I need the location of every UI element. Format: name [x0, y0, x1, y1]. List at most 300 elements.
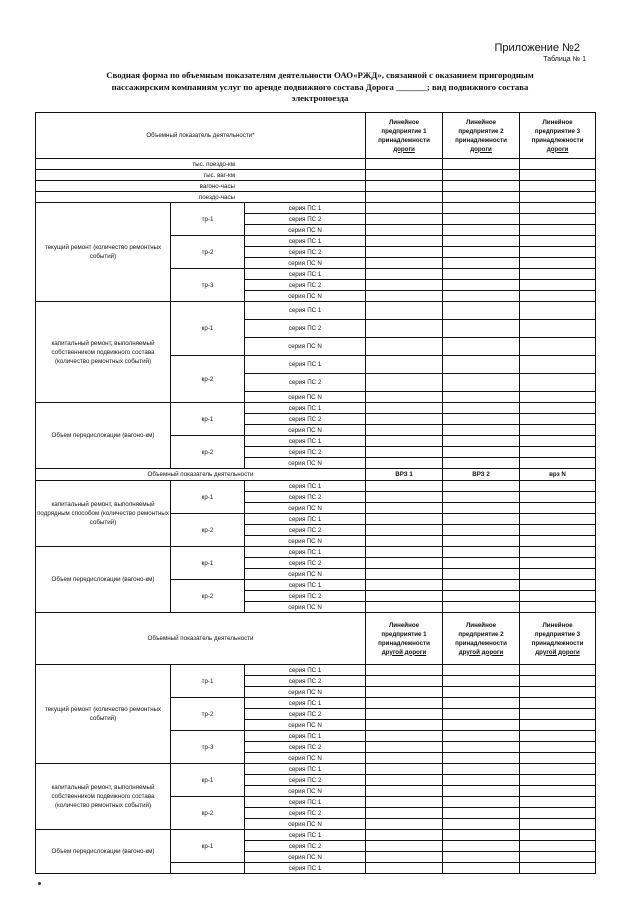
value-cell[interactable] — [520, 392, 596, 403]
value-cell[interactable] — [520, 214, 596, 225]
value-cell[interactable] — [366, 797, 443, 808]
value-cell[interactable] — [443, 481, 520, 492]
series-label: серия ПС N — [245, 338, 366, 356]
column-header-line: принадлежности — [378, 639, 430, 647]
value-cell[interactable] — [366, 236, 443, 247]
value-cell[interactable] — [520, 447, 596, 458]
value-cell[interactable] — [520, 676, 596, 687]
series-label: серия ПС 2 — [245, 525, 366, 536]
value-cell[interactable] — [443, 280, 520, 291]
table-row — [36, 481, 596, 492]
value-cell[interactable] — [520, 181, 596, 192]
value-cell[interactable] — [366, 676, 443, 687]
value-cell[interactable] — [443, 269, 520, 280]
value-cell[interactable] — [520, 170, 596, 181]
value-cell[interactable] — [366, 414, 443, 425]
series-label: серия ПС 2 — [245, 320, 366, 338]
value-cell[interactable] — [520, 569, 596, 580]
series-label: серия ПС 2 — [245, 214, 366, 225]
series-label: серия ПС 1 — [245, 580, 366, 591]
repair-type-label: кр-1 — [171, 302, 245, 356]
value-cell[interactable] — [443, 503, 520, 514]
value-cell[interactable] — [443, 492, 520, 503]
series-label: серия ПС 2 — [245, 374, 366, 392]
value-cell[interactable] — [443, 192, 520, 203]
value-cell[interactable] — [520, 403, 596, 414]
value-cell[interactable] — [366, 356, 443, 374]
title-line-2: пассажирским компаниям услуг по аренде подвижного состава Дорога _______; вид подвижного состава — [111, 81, 529, 92]
value-cell[interactable] — [366, 338, 443, 356]
indicator-group-label: капитальный ремонт, выполняемый собственником подвижного состава (количество ремонтных событий) — [36, 302, 171, 403]
series-label: серия ПС N — [245, 753, 366, 764]
column-header-line: предприятие 3 — [534, 127, 581, 135]
value-cell[interactable] — [366, 503, 443, 514]
column-header-vrz-1: ВРЗ 1 — [366, 469, 443, 481]
series-label: серия ПС 2 — [245, 414, 366, 425]
series-label: серия ПС N — [245, 569, 366, 580]
unit-label: вагоно-часы — [36, 181, 366, 192]
value-cell[interactable] — [366, 852, 443, 863]
value-cell[interactable] — [443, 830, 520, 841]
value-cell[interactable] — [520, 302, 596, 320]
repair-type-label: кр-1 — [171, 830, 245, 863]
value-cell[interactable] — [520, 436, 596, 447]
value-cell[interactable] — [366, 514, 443, 525]
repair-type-label: тр-2 — [171, 698, 245, 731]
column-header-owner: другой дороги — [458, 648, 504, 656]
repair-type-label: тр-3 — [171, 731, 245, 764]
value-cell[interactable] — [443, 436, 520, 447]
value-cell[interactable] — [520, 665, 596, 676]
series-label: серия ПС N — [245, 503, 366, 514]
repair-type-label: тр-1 — [171, 203, 245, 236]
summary-table — [35, 112, 596, 874]
value-cell[interactable] — [366, 709, 443, 720]
value-cell[interactable] — [443, 558, 520, 569]
table-row — [36, 547, 596, 558]
series-label: серия ПС N — [245, 852, 366, 863]
value-cell[interactable] — [520, 247, 596, 258]
document-title — [40, 70, 600, 105]
repair-type-label: кр-2 — [171, 580, 245, 613]
value-cell[interactable] — [520, 236, 596, 247]
series-label: серия ПС N — [245, 536, 366, 547]
value-cell[interactable] — [443, 170, 520, 181]
repair-type-label: кр-2 — [171, 514, 245, 547]
series-label: серия ПС N — [245, 819, 366, 830]
series-label: серия ПС 2 — [245, 558, 366, 569]
value-cell[interactable] — [366, 247, 443, 258]
value-cell[interactable] — [366, 547, 443, 558]
value-cell[interactable] — [443, 214, 520, 225]
value-cell[interactable] — [443, 458, 520, 469]
column-header-line: Линейное — [542, 621, 573, 629]
value-cell[interactable] — [443, 698, 520, 709]
repair-type-label: кр-1 — [171, 403, 245, 436]
column-header-line: предприятие 1 — [381, 127, 427, 135]
column-header-owner: дороги — [393, 145, 415, 153]
series-label: серия ПС 1 — [245, 698, 366, 709]
value-cell[interactable] — [366, 302, 443, 320]
series-label: серия ПС 2 — [245, 808, 366, 819]
value-cell[interactable] — [520, 841, 596, 852]
value-cell[interactable] — [443, 602, 520, 613]
value-cell[interactable] — [443, 447, 520, 458]
value-cell[interactable] — [520, 819, 596, 830]
value-cell[interactable] — [366, 808, 443, 819]
value-cell[interactable] — [366, 863, 443, 874]
value-cell[interactable] — [520, 291, 596, 302]
value-cell[interactable] — [366, 181, 443, 192]
series-label: серия ПС 1 — [245, 269, 366, 280]
value-cell[interactable] — [443, 236, 520, 247]
series-label: серия ПС 1 — [245, 665, 366, 676]
column-header-owner: дороги — [546, 145, 569, 153]
column-header-line: Линейное — [465, 118, 497, 126]
value-cell[interactable] — [366, 558, 443, 569]
series-label: серия ПС 1 — [245, 764, 366, 775]
repair-type-label: тр-2 — [171, 236, 245, 269]
value-cell[interactable] — [366, 403, 443, 414]
value-cell[interactable] — [520, 492, 596, 503]
table-row — [36, 113, 596, 159]
value-cell[interactable] — [443, 591, 520, 602]
value-cell[interactable] — [520, 320, 596, 338]
value-cell[interactable] — [443, 414, 520, 425]
series-label: серия ПС N — [245, 458, 366, 469]
value-cell[interactable] — [520, 338, 596, 356]
value-cell[interactable] — [520, 580, 596, 591]
series-label: серия ПС 1 — [245, 830, 366, 841]
value-cell[interactable] — [443, 580, 520, 591]
value-cell[interactable] — [366, 425, 443, 436]
table-row — [36, 764, 596, 775]
column-header-vrz-2: ВРЗ 2 — [443, 469, 520, 481]
title-line-3: электропоезда — [291, 93, 349, 103]
value-cell[interactable] — [366, 203, 443, 214]
indicator-header: Объемный показатель деятельности* — [36, 113, 366, 159]
value-cell[interactable] — [520, 863, 596, 874]
column-header-line: принадлежности — [455, 136, 507, 144]
value-cell[interactable] — [443, 676, 520, 687]
column-header-line: Линейное — [465, 621, 497, 629]
table-row — [36, 469, 596, 481]
value-cell[interactable] — [520, 742, 596, 753]
value-cell[interactable] — [520, 269, 596, 280]
unit-label: тыс. поездо-км — [36, 159, 366, 170]
series-label: серия ПС 1 — [245, 236, 366, 247]
series-label: серия ПС N — [245, 687, 366, 698]
series-label: серия ПС 1 — [245, 514, 366, 525]
series-label: серия ПС 1 — [245, 863, 366, 874]
series-label: серия ПС 2 — [245, 447, 366, 458]
table-row — [36, 192, 596, 203]
value-cell[interactable] — [366, 458, 443, 469]
value-cell[interactable] — [443, 356, 520, 374]
value-cell[interactable] — [366, 602, 443, 613]
value-cell[interactable] — [520, 192, 596, 203]
series-label: серия ПС 2 — [245, 676, 366, 687]
column-header-1 — [366, 113, 443, 159]
value-cell[interactable] — [443, 536, 520, 547]
value-cell[interactable] — [520, 258, 596, 269]
value-cell[interactable] — [443, 374, 520, 392]
column-header-line: предприятие 2 — [458, 127, 504, 135]
value-cell[interactable] — [520, 720, 596, 731]
value-cell[interactable] — [443, 731, 520, 742]
value-cell[interactable] — [520, 602, 596, 613]
series-label: серия ПС N — [245, 291, 366, 302]
value-cell[interactable] — [443, 863, 520, 874]
value-cell[interactable] — [366, 320, 443, 338]
series-label: серия ПС 1 — [245, 481, 366, 492]
value-cell[interactable] — [366, 819, 443, 830]
value-cell[interactable] — [520, 356, 596, 374]
value-cell[interactable] — [366, 192, 443, 203]
value-cell[interactable] — [366, 481, 443, 492]
value-cell[interactable] — [366, 225, 443, 236]
series-label: серия ПС 1 — [245, 356, 366, 374]
series-label: серия ПС 1 — [245, 203, 366, 214]
column-header-2 — [443, 613, 520, 665]
value-cell[interactable] — [520, 414, 596, 425]
value-cell[interactable] — [520, 558, 596, 569]
column-header-line: принадлежности — [531, 639, 584, 647]
value-cell[interactable] — [443, 338, 520, 356]
value-cell[interactable] — [520, 458, 596, 469]
value-cell[interactable] — [366, 665, 443, 676]
series-label: серия ПС N — [245, 786, 366, 797]
repair-type-label — [171, 863, 245, 874]
value-cell[interactable] — [366, 258, 443, 269]
series-label: серия ПС 2 — [245, 591, 366, 602]
appendix-label: Приложение №2 — [494, 42, 580, 54]
value-cell[interactable] — [443, 808, 520, 819]
table-row — [36, 181, 596, 192]
value-cell[interactable] — [443, 775, 520, 786]
value-cell[interactable] — [520, 536, 596, 547]
value-cell[interactable] — [443, 320, 520, 338]
value-cell[interactable] — [443, 181, 520, 192]
value-cell[interactable] — [520, 731, 596, 742]
value-cell[interactable] — [520, 775, 596, 786]
unit-label: тыс. ваг-км — [36, 170, 366, 181]
column-header-3 — [520, 613, 596, 665]
value-cell[interactable] — [366, 291, 443, 302]
value-cell[interactable] — [366, 447, 443, 458]
value-cell[interactable] — [520, 786, 596, 797]
indicator-group-label: текущий ремонт (количество ремонтных событий) — [36, 203, 171, 302]
column-header-line: Линейное — [388, 118, 420, 126]
value-cell[interactable] — [366, 536, 443, 547]
table-row — [36, 203, 596, 214]
value-cell[interactable] — [366, 841, 443, 852]
column-header-line: Линейное — [388, 621, 420, 629]
value-cell[interactable] — [443, 525, 520, 536]
repair-type-label: кр-1 — [171, 547, 245, 580]
value-cell[interactable] — [520, 159, 596, 170]
indicator-header: Объемный показатель деятельности — [36, 469, 366, 481]
value-cell[interactable] — [443, 403, 520, 414]
value-cell[interactable] — [520, 525, 596, 536]
value-cell[interactable] — [366, 525, 443, 536]
value-cell[interactable] — [366, 436, 443, 447]
value-cell[interactable] — [443, 225, 520, 236]
value-cell[interactable] — [443, 203, 520, 214]
table-row — [36, 159, 596, 170]
series-label: серия ПС 2 — [245, 775, 366, 786]
value-cell[interactable] — [443, 819, 520, 830]
value-cell[interactable] — [443, 720, 520, 731]
indicator-group-label: текущий ремонт (количество ремонтных событий) — [36, 665, 171, 764]
series-label: серия ПС 2 — [245, 492, 366, 503]
page-mark — [38, 882, 41, 885]
value-cell[interactable] — [520, 225, 596, 236]
column-header-line: принадлежности — [455, 639, 507, 647]
value-cell[interactable] — [366, 720, 443, 731]
value-cell[interactable] — [520, 374, 596, 392]
value-cell[interactable] — [443, 841, 520, 852]
series-label: серия ПС N — [245, 720, 366, 731]
value-cell[interactable] — [366, 159, 443, 170]
value-cell[interactable] — [443, 709, 520, 720]
series-label: серия ПС 1 — [245, 731, 366, 742]
series-label: серия ПС 2 — [245, 280, 366, 291]
unit-label: поездо-часы — [36, 192, 366, 203]
series-label: серия ПС 1 — [245, 436, 366, 447]
value-cell[interactable] — [520, 591, 596, 602]
value-cell[interactable] — [366, 687, 443, 698]
table-row — [36, 665, 596, 676]
value-cell[interactable] — [366, 775, 443, 786]
indicator-group-label: Объем передислокации (вагоно-км) — [36, 547, 171, 613]
value-cell[interactable] — [443, 753, 520, 764]
value-cell[interactable] — [366, 698, 443, 709]
value-cell[interactable] — [366, 170, 443, 181]
series-label: серия ПС 2 — [245, 742, 366, 753]
repair-type-label: тр-3 — [171, 269, 245, 302]
value-cell[interactable] — [366, 731, 443, 742]
column-header-owner: другой дороги — [381, 648, 427, 656]
table-number: Таблица № 1 — [543, 56, 586, 63]
value-cell[interactable] — [443, 258, 520, 269]
column-header-line: предприятие 2 — [458, 630, 504, 638]
value-cell[interactable] — [520, 547, 596, 558]
value-cell[interactable] — [443, 247, 520, 258]
value-cell[interactable] — [520, 503, 596, 514]
series-label: серия ПС N — [245, 425, 366, 436]
value-cell[interactable] — [443, 547, 520, 558]
column-header-line: предприятие 3 — [534, 630, 581, 638]
value-cell[interactable] — [443, 302, 520, 320]
repair-type-label: кр-2 — [171, 436, 245, 469]
value-cell[interactable] — [366, 786, 443, 797]
value-cell[interactable] — [520, 514, 596, 525]
repair-type-label: кр-1 — [171, 481, 245, 514]
series-label: серия ПС N — [245, 225, 366, 236]
series-label: серия ПС 2 — [245, 709, 366, 720]
value-cell[interactable] — [443, 764, 520, 775]
summary-table-body — [36, 113, 596, 874]
value-cell[interactable] — [520, 808, 596, 819]
column-header-line: Линейное — [542, 118, 573, 126]
indicator-group-label: Объем передислокации (вагоно-км) — [36, 403, 171, 469]
indicator-header: Объемный показатель деятельности — [36, 613, 366, 665]
column-header-line: принадлежности — [531, 136, 584, 144]
value-cell[interactable] — [443, 665, 520, 676]
value-cell[interactable] — [520, 797, 596, 808]
value-cell[interactable] — [366, 569, 443, 580]
value-cell[interactable] — [366, 830, 443, 841]
value-cell[interactable] — [443, 392, 520, 403]
value-cell[interactable] — [366, 580, 443, 591]
indicator-group-label: Объем передислокации (вагоно-км) — [36, 830, 171, 874]
value-cell[interactable] — [520, 764, 596, 775]
value-cell[interactable] — [443, 569, 520, 580]
indicator-group-label: капитальный ремонт, выполняемый собственником подвижного состава (количество ремонтных событий) — [36, 764, 171, 830]
value-cell[interactable] — [443, 742, 520, 753]
column-header-owner: дороги — [470, 145, 492, 153]
value-cell[interactable] — [443, 797, 520, 808]
value-cell[interactable] — [520, 709, 596, 720]
value-cell[interactable] — [366, 269, 443, 280]
value-cell[interactable] — [443, 425, 520, 436]
value-cell[interactable] — [366, 280, 443, 291]
value-cell[interactable] — [443, 291, 520, 302]
table-row — [36, 170, 596, 181]
series-label: серия ПС 1 — [245, 547, 366, 558]
series-label: серия ПС N — [245, 392, 366, 403]
repair-type-label: тр-1 — [171, 665, 245, 698]
value-cell[interactable] — [366, 214, 443, 225]
column-header-3 — [520, 113, 596, 159]
column-header-1 — [366, 613, 443, 665]
series-label: серия ПС N — [245, 602, 366, 613]
value-cell[interactable] — [443, 687, 520, 698]
value-cell[interactable] — [520, 280, 596, 291]
title-line-1: Сводная форма по объемным показателям деятельности ОАО«РЖД», связанной с оказанием пригородным — [106, 70, 534, 80]
value-cell[interactable] — [520, 425, 596, 436]
value-cell[interactable] — [366, 492, 443, 503]
column-header-2 — [443, 113, 520, 159]
value-cell[interactable] — [520, 852, 596, 863]
column-header-vrz-3: врз N — [520, 469, 596, 481]
value-cell[interactable] — [443, 159, 520, 170]
value-cell[interactable] — [366, 742, 443, 753]
series-label: серия ПС 1 — [245, 403, 366, 414]
value-cell[interactable] — [443, 852, 520, 863]
column-header-owner: другой дороги — [535, 648, 580, 656]
value-cell[interactable] — [520, 481, 596, 492]
value-cell[interactable] — [443, 786, 520, 797]
series-label: серия ПС 2 — [245, 841, 366, 852]
value-cell[interactable] — [366, 753, 443, 764]
repair-type-label: кр-2 — [171, 356, 245, 403]
value-cell[interactable] — [520, 753, 596, 764]
value-cell[interactable] — [520, 698, 596, 709]
value-cell[interactable] — [366, 591, 443, 602]
value-cell[interactable] — [366, 374, 443, 392]
value-cell[interactable] — [520, 687, 596, 698]
value-cell[interactable] — [366, 764, 443, 775]
value-cell[interactable] — [520, 830, 596, 841]
value-cell[interactable] — [443, 514, 520, 525]
series-label: серия ПС 1 — [245, 797, 366, 808]
indicator-group-label: капитальный ремонт, выполняемый подрядным способом (количество ремонтных событий) — [36, 481, 171, 547]
value-cell[interactable] — [520, 203, 596, 214]
column-header-line: предприятие 1 — [381, 630, 427, 638]
value-cell[interactable] — [366, 392, 443, 403]
